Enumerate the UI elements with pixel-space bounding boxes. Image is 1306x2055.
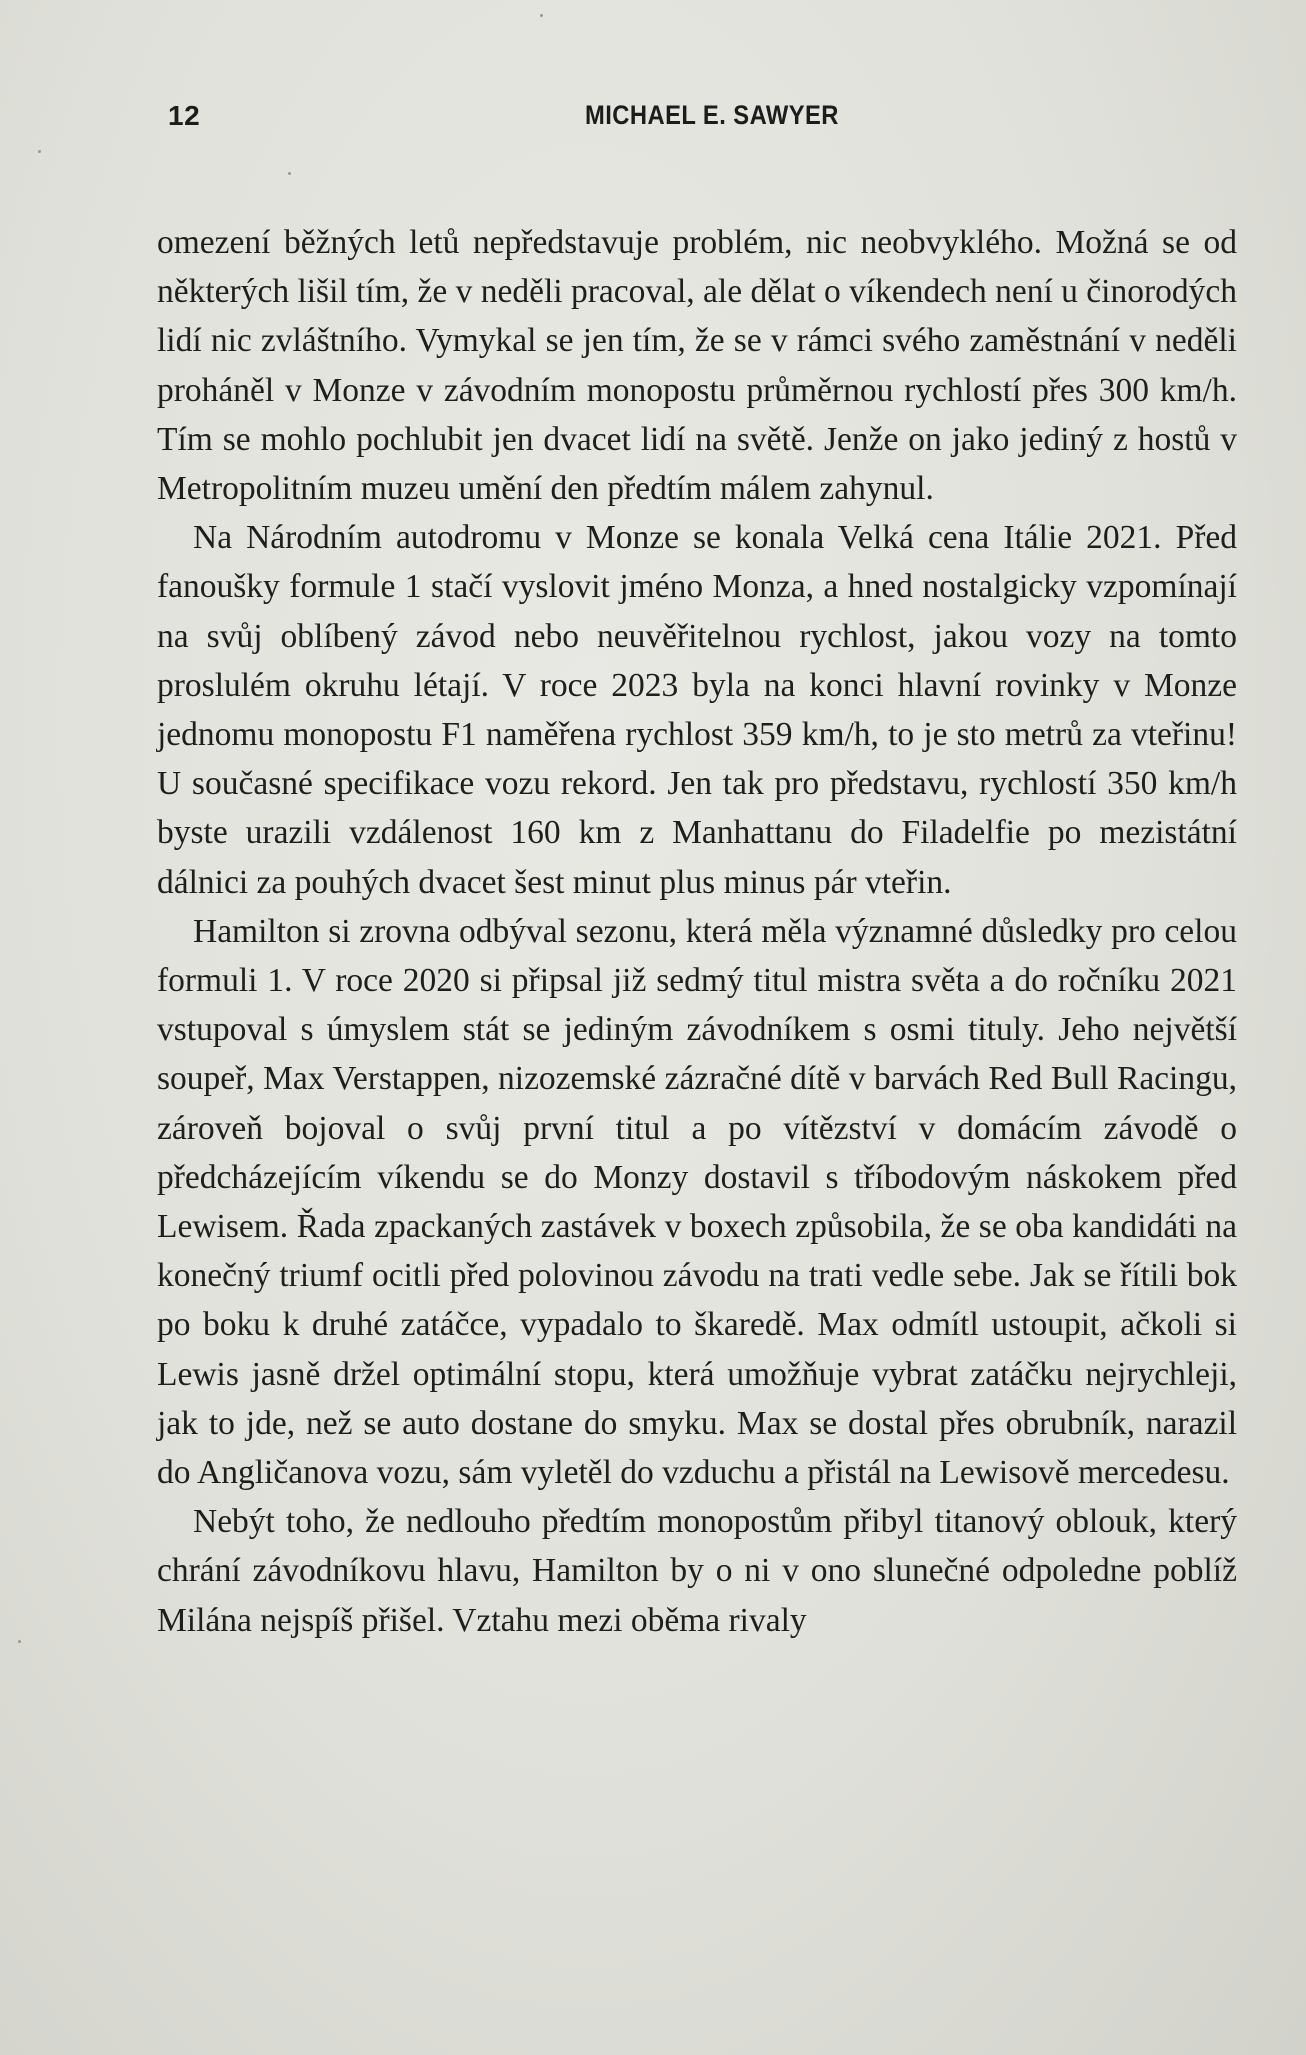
paper-speck	[18, 1640, 21, 1643]
body-text	[157, 218, 1237, 1645]
paragraph: Nebýt toho, že nedlouho předtím monopostům přibyl titanový oblouk, který chrání závodníkovu hlavu, Hamilton by o ni v ono slunečné odpoledne poblíž Milána nejspíš přišel. Vztahu mezi oběma rivaly	[157, 1503, 1237, 1639]
paragraph: Hamilton si zrovna odbýval sezonu, která měla významné důsledky pro celou formuli 1. V roce 2020 si připsal již sedmý titul mistra světa a do ročníku 2021 vstupoval s úmyslem stát se jediným závodníkem s osmi tituly. Jeho největší soupeř, Max Verstappen, nizozemské zázračné dítě v barvách Red Bull Racingu, zároveň bojoval o svůj první titul a po vítězství v domácím závodě o předcházejícím víkendu se do Monzy dostavil s tříbodovým náskokem před Lewisem. Řada zpackaných zastávek v boxech způsobila, že se oba kandidáti na konečný triumf ocitli před polovinou závodu na trati vedle sebe. Jak se řítili bok po boku k druhé zatáčce, vypadalo to škaredě. Max odmítl ustoupit, ačkoli si Lewis jasně držel optimální stopu, která umožňuje vybrat zatáčku nejrychleji, jak to jde, než se auto dostane do smyku. Max se dostal přes obrubník, narazil do Angličanova vozu, sám vyletěl do vzduchu a přistál na Lewisově mercedesu.	[157, 912, 1237, 1492]
paper-speck	[38, 150, 41, 153]
paragraph: Na Národním autodromu v Monze se konala Velká cena Itálie 2021. Před fanoušky formule 1 stačí vyslovit jméno Monza, a hned nostalgicky vzpomínají na svůj oblíbený závod nebo neuvěřitelnou rychlost, jakou vozy na tomto proslulém okruhu létají. V roce 2023 byla na konci hlavní rovinky v Monze jednomu monopostu F1 naměřena rychlost 359 km/h, to je sto metrů za vteřinu! U současné specifikace vozu rekord. Jen tak pro představu, rychlostí 350 km/h byste urazili vzdálenost 160 km z Manhattanu do Filadelfie po mezistátní dálnici za pouhých dvacet šest minut plus minus pár vteřin.	[157, 519, 1237, 901]
paper-speck	[288, 172, 291, 175]
running-head: MICHAEL E. SAWYER	[585, 100, 839, 130]
page-number: 12	[168, 100, 201, 131]
paragraph: omezení běžných letů nepředstavuje problém, nic neobvyklého. Možná se od některých lišil tím, že v neděli pracoval, ale dělat o víkendech není u činorodých lidí nic zvláštního. Vymykal se jen tím, že se v rámci svého zaměstnání v neděli proháněl v Monze v závodním monopostu průměrnou rychlostí přes 300 km/h. Tím se mohlo pochlubit jen dvacet lidí na světě. Jenže on jako jediný z hostů v Metropolitním muzeu umění den předtím málem zahynul.	[157, 224, 1237, 508]
paper-speck	[540, 14, 543, 17]
